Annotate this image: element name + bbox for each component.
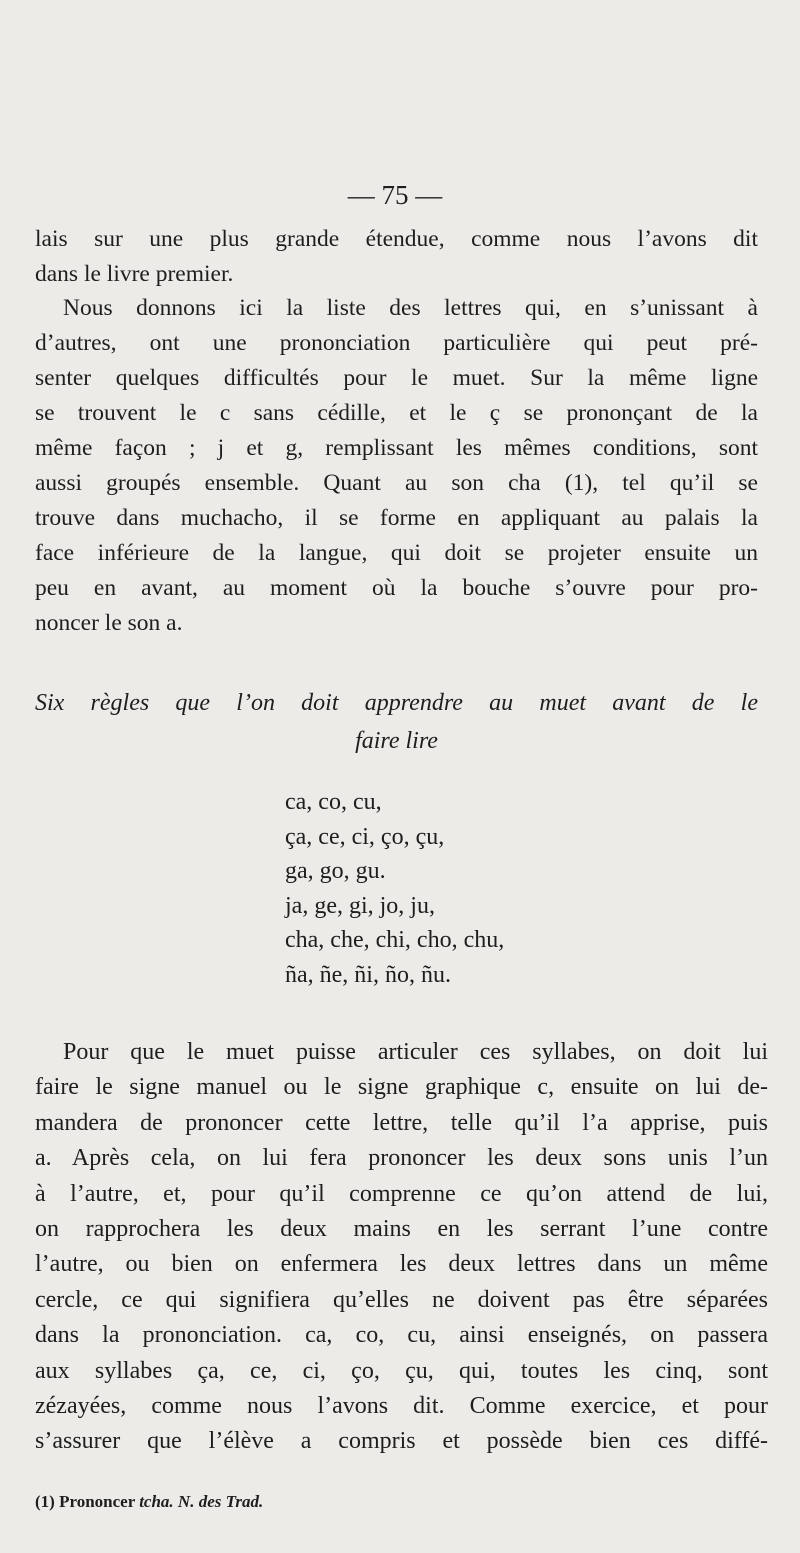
syllable-row: ga, go, gu. [285,858,386,885]
text-line: aussi groupés ensemble. Quant au son cha (1), tel qu’il se [35,470,758,496]
paragraph-continuation [35,222,758,292]
syllable-row: ja, ge, gi, jo, ju, [285,892,435,919]
text-line: senter quelques difficultés pour le muet. Sur la même ligne [35,365,758,391]
text-line: on rapprochera les deux mains en les serrant l’une contre [35,1215,768,1242]
text-line: mandera de prononcer cette lettre, telle qu’il l’a apprise, puis [35,1109,768,1136]
syllable-row: cha, che, chi, cho, chu, [285,927,505,954]
text-line: noncer le son a. [35,610,183,636]
text-line: zézayées, comme nous l’avons dit. Comme exercice, et pour [35,1392,768,1419]
footnote-term: tcha. [139,1492,174,1511]
paragraph-articulation [35,1035,768,1460]
text-line: face inférieure de la langue, qui doit se projeter ensuite un [35,540,758,566]
text-line: cercle, ce qui signifiera qu’elles ne doivent pas être séparées [35,1286,768,1313]
footnote [35,1492,263,1512]
text-line: Nous donnons ici la liste des lettres qui, en s’unissant à [63,295,758,321]
paragraph-letter-list-intro [35,291,758,641]
text-line: peu en avant, au moment où la bouche s’ouvre pour pro- [35,575,758,601]
text-line: même façon ; j et g, remplissant les mêmes conditions, sont [35,435,758,461]
syllable-row: ña, ñe, ñi, ño, ñu. [285,961,451,988]
text-line: s’assurer que l’élève a compris et possède bien ces diffé- [35,1428,768,1455]
syllable-row: ca, co, cu, [285,789,382,815]
text-line: d’autres, ont une prononciation particulière qui peut pré- [35,330,758,356]
text-line: à l’autre, et, pour qu’il comprenne ce qu’on attend de lui, [35,1180,768,1207]
text-line: se trouvent le c sans cédille, et le ç se prononçant de la [35,400,758,426]
syllable-list [285,785,504,993]
text-line: lais sur une plus grande étendue, comme nous l’avons dit [35,226,758,252]
syllable-row: ça, ce, ci, ço, çu, [285,823,445,850]
text-line: dans la prononciation. ca, co, cu, ainsi enseignés, on passera [35,1322,768,1349]
text-line: Pour que le muet puisse articuler ces syllabes, on doit lui [63,1039,768,1065]
page-number: — 75 — [347,180,443,210]
footnote-marker: (1) Prononcer [35,1492,135,1511]
section-heading [35,684,758,760]
text-line: a. Après cela, on lui fera prononcer les deux sons unis l’un [35,1145,768,1172]
heading-line: Six règles que l’on doit apprendre au muet avant de le [35,690,758,716]
text-line: trouve dans muchacho, il se forme en appliquant au palais la [35,505,758,531]
text-line: aux syllabes ça, ce, ci, ço, çu, qui, toutes les cinq, sont [35,1357,768,1384]
text-line: l’autre, ou bien on enfermera les deux lettres dans un même [35,1251,768,1278]
heading-line: faire lire [355,728,438,754]
footnote-attribution: N. des Trad. [177,1492,264,1511]
text-line: dans le livre premier. [35,261,234,287]
text-line: faire le signe manuel ou le signe graphique c, ensuite on lui de- [35,1074,768,1101]
